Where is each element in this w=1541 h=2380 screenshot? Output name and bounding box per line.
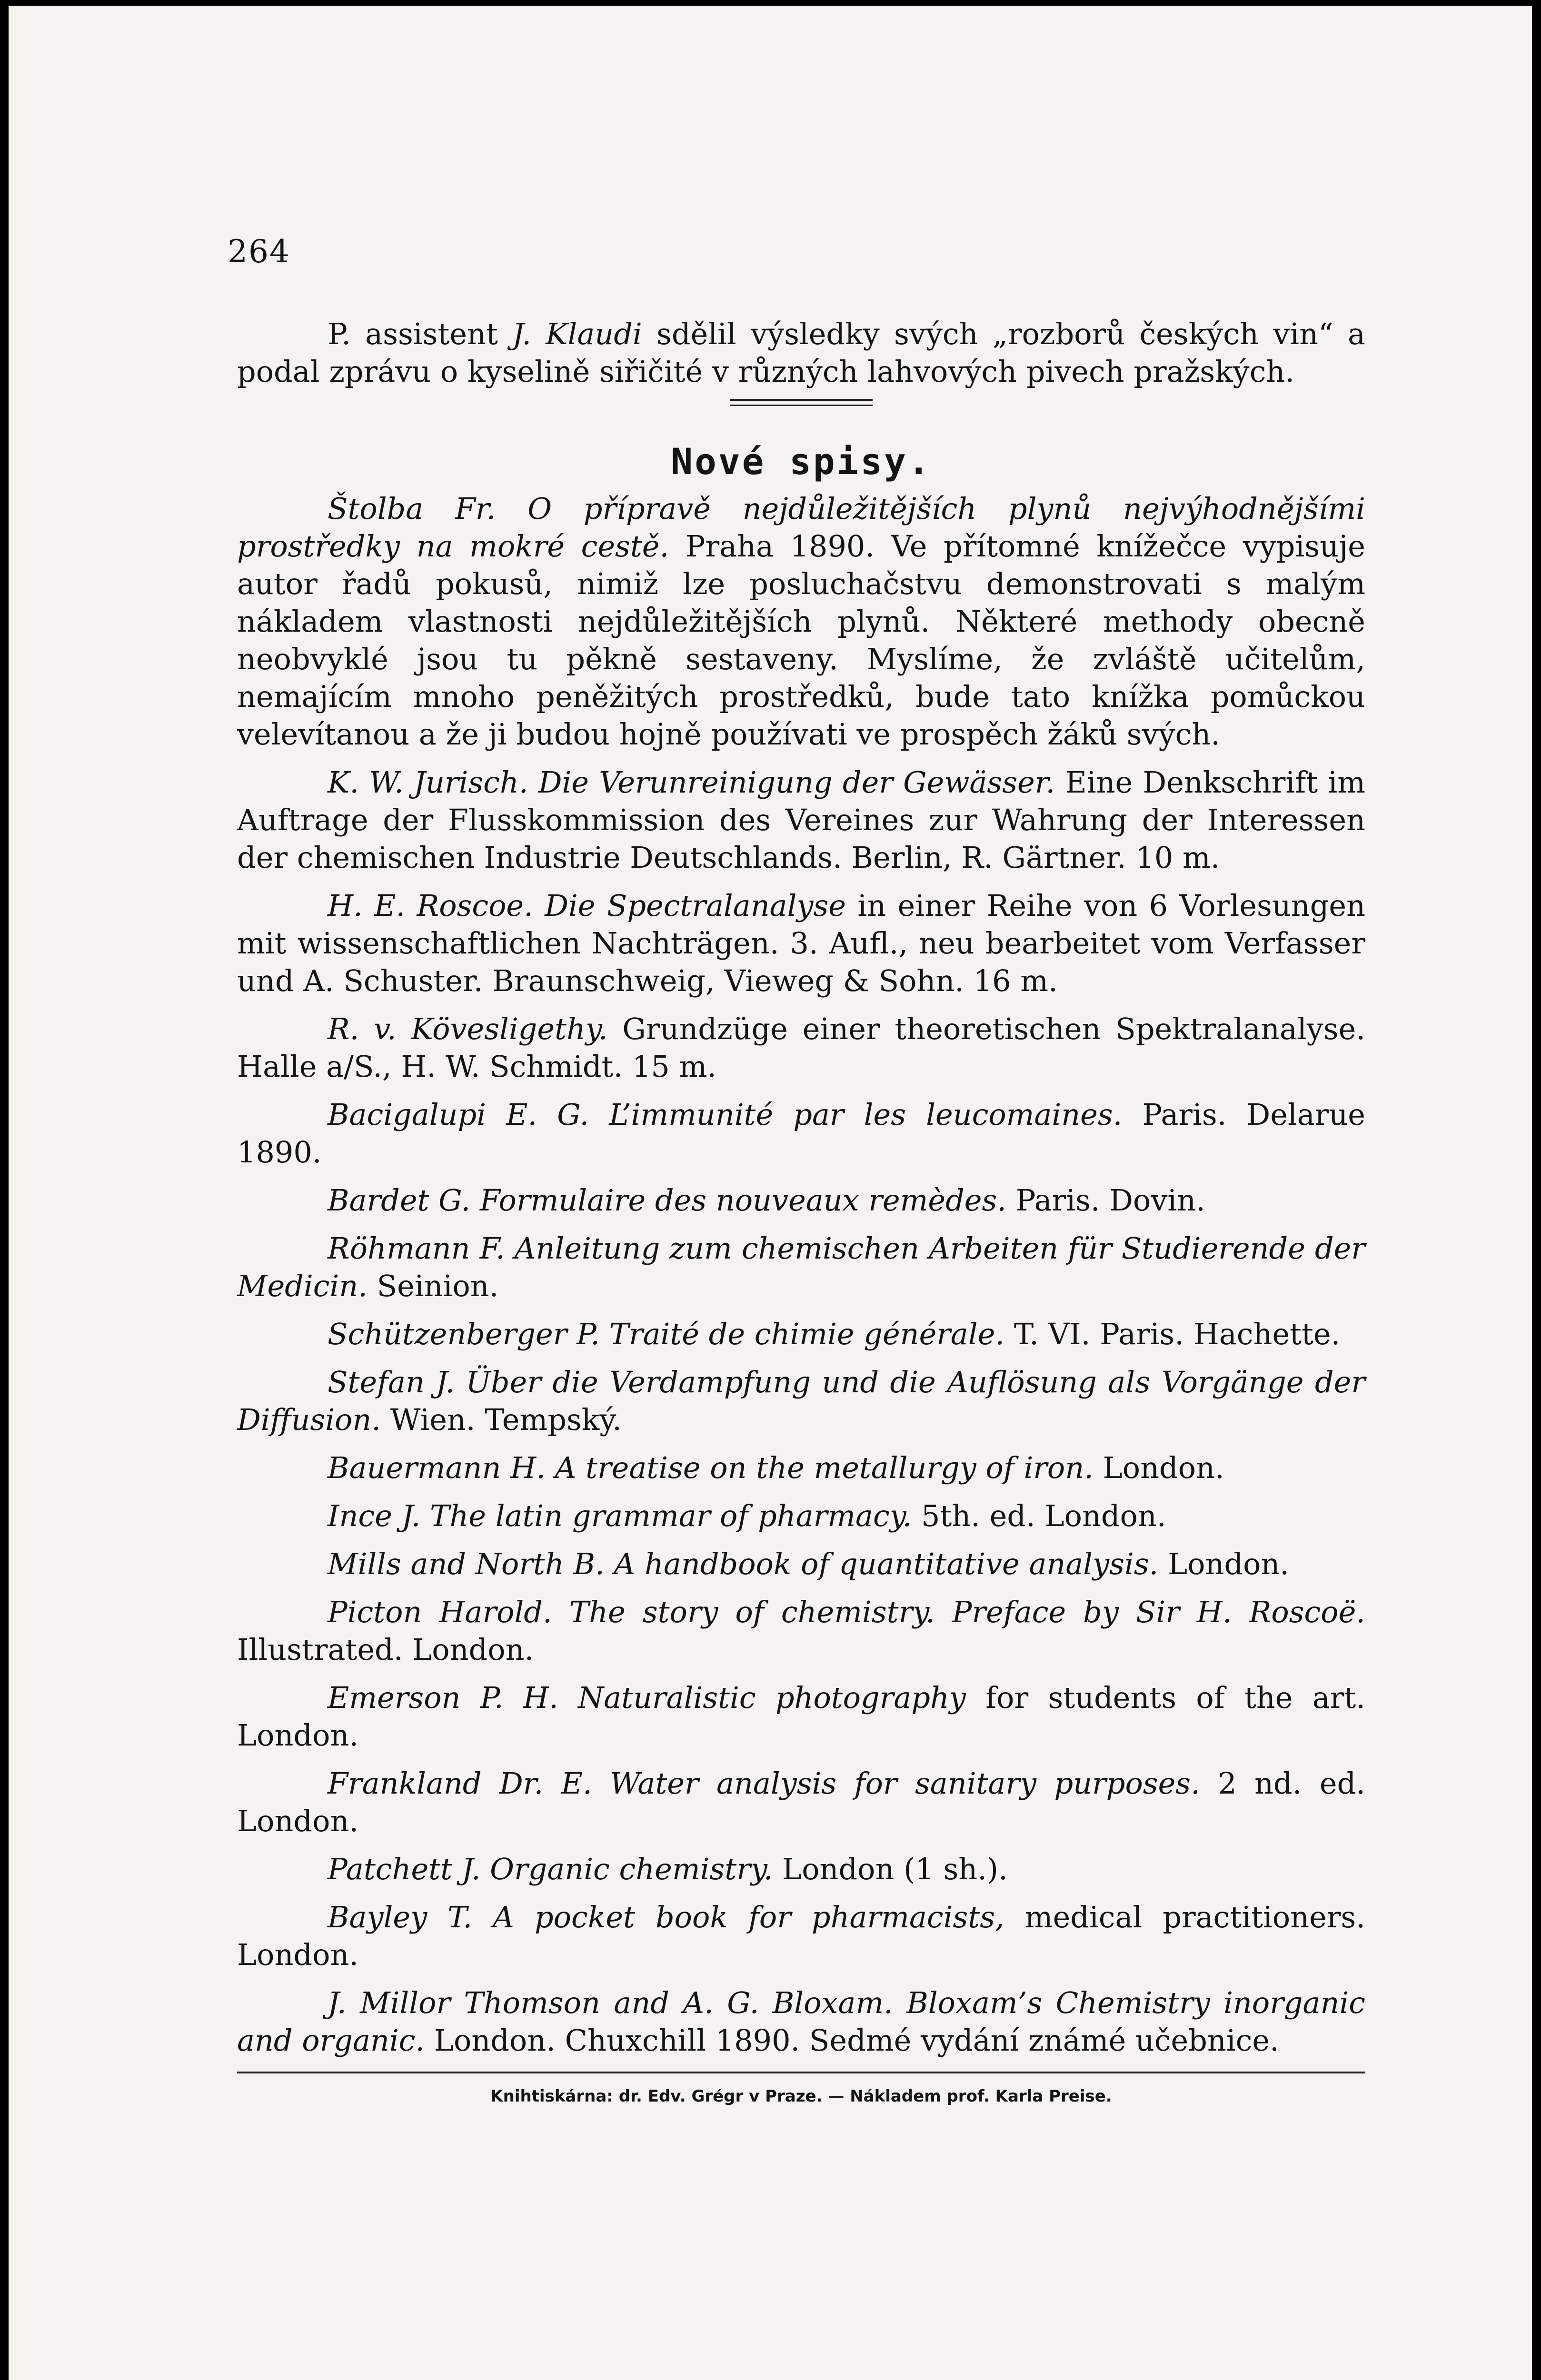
entry-sep [589, 1097, 609, 1132]
entry-publication: 2 nd. ed. London. [237, 1766, 1365, 1838]
entry-title: A pocket book for pharmacists, [493, 1900, 1004, 1934]
entry-title: Formulaire des nouveaux remèdes. [479, 1183, 1006, 1218]
entry-sep [496, 491, 527, 526]
entry-publication: in einer Reihe von 6 Vorlesungen mit wissenschaftlichen Nachträgen. 3. Aufl., neu bearbeitet vom Verfasser und A. Schuster. Braunschweig, Vieweg & Sohn. 16 m. [237, 888, 1366, 998]
bibliography-entry [237, 490, 1365, 753]
entry-title: L’immunité par les leucomaines. [609, 1097, 1123, 1132]
entry-author: Bauermann H. [328, 1450, 546, 1485]
entry-sep [558, 1680, 578, 1715]
entry-publication: London (1 sh.). [773, 1852, 1008, 1886]
intro-text: sdělil výsledky svých „rozborů českých vin“ a podal zprávu o kyselině siřičité v různých lahvových pivech pražských. [237, 317, 1365, 389]
entry-author: Bardet G. [328, 1183, 471, 1218]
entry-title: Die Spectralanalyse [545, 888, 846, 923]
entry-publication: T. VI. Paris. Hachette. [1004, 1317, 1341, 1351]
intro-name: J. Klaudi [512, 317, 642, 351]
entry-author: Röhmann F. [328, 1231, 505, 1266]
entry-title: Naturalistic photography [577, 1680, 966, 1715]
entry-publication: Wien. Tempský. [381, 1402, 622, 1437]
entry-title: A handbook of quantitative analysis. [614, 1547, 1159, 1581]
entry-sep [592, 1766, 610, 1801]
entry-sep [605, 1547, 614, 1581]
entry-title: A treatise on the metallurgy of iron. [555, 1450, 1094, 1485]
entry-title: Organic chemistry. [490, 1852, 773, 1886]
bibliography-list [237, 490, 1365, 2059]
entry-author: J. Millor Thomson and A. G. Bloxam. [328, 1985, 893, 2020]
bibliography-entry [237, 1363, 1365, 1438]
bibliography-entry [237, 1545, 1365, 1583]
bibliography-entry [237, 1449, 1365, 1487]
entry-sep [552, 1595, 569, 1629]
entry-publication: Eine Denkschrift im Auftrage der Flusskommission des Vereines zur Wahrung der Interessen der chemischen Industrie Deutschlands. Berlin, R. Gärtner. 10 m. [237, 765, 1365, 875]
entry-publication: London. [1093, 1450, 1224, 1485]
bibliography-entry [237, 1181, 1365, 1219]
bibliography-entry [237, 1765, 1365, 1840]
bibliography-entry [237, 1010, 1365, 1085]
entry-publication: Paris. Delarue 1890. [237, 1097, 1365, 1170]
page-number: 264 [228, 233, 290, 270]
entry-sep [505, 1231, 515, 1266]
entry-sep [480, 1852, 490, 1886]
entry-publication: Seinion. [367, 1269, 499, 1303]
entry-publication: London. [1158, 1547, 1290, 1581]
entry-publication: medical practitioners. London. [237, 1900, 1365, 1972]
footer-rule [237, 2072, 1365, 2073]
entry-author: Štolba Fr. [328, 491, 496, 526]
entry-author: Picton Harold. [328, 1595, 552, 1629]
entry-sep [472, 1900, 493, 1934]
bibliography-entry [237, 1984, 1365, 2059]
entry-publication: for students of the art. London. [237, 1680, 1365, 1753]
entry-title: Die Verunreinigung der Gewässer. [538, 765, 1055, 800]
bibliography-entry [237, 1096, 1365, 1171]
entry-author: Emerson P. H. [328, 1680, 558, 1715]
bibliography-entry [237, 1315, 1365, 1353]
entry-sep [420, 1498, 430, 1533]
bibliography-entry [237, 1850, 1365, 1888]
entry-sep [455, 1365, 466, 1399]
entry-title: Bloxam’s Chemistry inorganic and organic. [237, 1985, 1365, 2058]
entry-sep [607, 1012, 622, 1046]
bibliography-entry [237, 1230, 1365, 1305]
document-page [9, 6, 1532, 2380]
entry-publication: Paris. Dovin. [1006, 1183, 1205, 1218]
entry-title: Anleitung zum chemischen Arbeiten für Studierende der Medicin. [237, 1231, 1365, 1303]
entry-author: Patchett J. [328, 1852, 481, 1886]
bibliography-entry [237, 1679, 1365, 1754]
entry-publication: 5th. ed. London. [912, 1498, 1166, 1533]
page-content [237, 315, 1365, 2107]
entry-title: The latin grammar of pharmacy. [430, 1498, 912, 1533]
entry-title: The story of chemistry. Preface by Sir H. Roscoë. [569, 1595, 1365, 1629]
entry-author: R. v. Kövesligethy. [328, 1012, 608, 1046]
entry-author: H. E. Roscoe. [328, 888, 533, 923]
entry-author: K. W. Jurisch. [328, 765, 528, 800]
bibliography-entry [237, 1497, 1365, 1535]
entry-publication: Praha 1890. Ve přítomné knížečce vypisuje autor řadů pokusů, nimiž lze posluchačstvu demonstrovati s malým nákladem vlastnosti nejdůležitějších plynů. Některé methody obecně neobvyklé jsou tu pěkně sestaveny. Myslíme, že zvláště učitelům, nemajícím mnoho peněžitých prostředků, bude tato knížka pomůckou velevítanou a že ji budou hojně používati ve prospěch žáků svých. [237, 529, 1365, 752]
printer-footer: Knihtiskárna: dr. Edv. Grégr v Praze. — Nákladem prof. Karla Preise. [490, 2087, 1112, 2106]
entry-sep [546, 1450, 555, 1485]
entry-sep [470, 1183, 480, 1218]
bibliography-entry [237, 887, 1365, 1000]
bibliography-entry [237, 1593, 1365, 1668]
entry-author: Mills and North B. [328, 1547, 605, 1581]
intro-text: P. assistent [328, 317, 513, 351]
entry-author: Ince J. [328, 1498, 421, 1533]
section-divider [730, 399, 873, 401]
entry-publication: Grundzüge einer theoretischen Spektralanalyse. Halle a/S., H. W. Schmidt. 15 m. [237, 1012, 1365, 1084]
entry-publication: Illustrated. London. [237, 1632, 534, 1667]
entry-author: Bacigalupi E. G. [328, 1097, 589, 1132]
entry-publication: London. Chuxchill 1890. Sedmé vydání známé učebnice. [425, 2023, 1279, 2058]
entry-author: Stefan J. [328, 1365, 455, 1399]
intro-paragraph [237, 315, 1365, 390]
bibliography-entry [237, 764, 1365, 876]
entry-author: Frankland Dr. E. [328, 1766, 592, 1801]
entry-title: Water analysis for sanitary purposes. [610, 1766, 1200, 1801]
entry-title: O přípravě nejdůležitějších plynů nejvýhodnějšími prostředky na mokré cestě. [237, 491, 1365, 564]
entry-author: Schützenberger P. [328, 1317, 600, 1351]
entry-author: Bayley T. [328, 1900, 473, 1934]
entry-sep [893, 1985, 906, 2020]
section-title: Nové spisy. [671, 440, 932, 483]
bibliography-entry [237, 1898, 1365, 1973]
entry-title: Traité de chimie générale. [609, 1317, 1005, 1351]
entry-sep [600, 1317, 609, 1351]
entry-title: Über die Verdampfung und die Auflösung als Vorgänge der Diffusion. [237, 1365, 1365, 1437]
entry-sep [533, 888, 545, 923]
entry-sep [528, 765, 538, 800]
